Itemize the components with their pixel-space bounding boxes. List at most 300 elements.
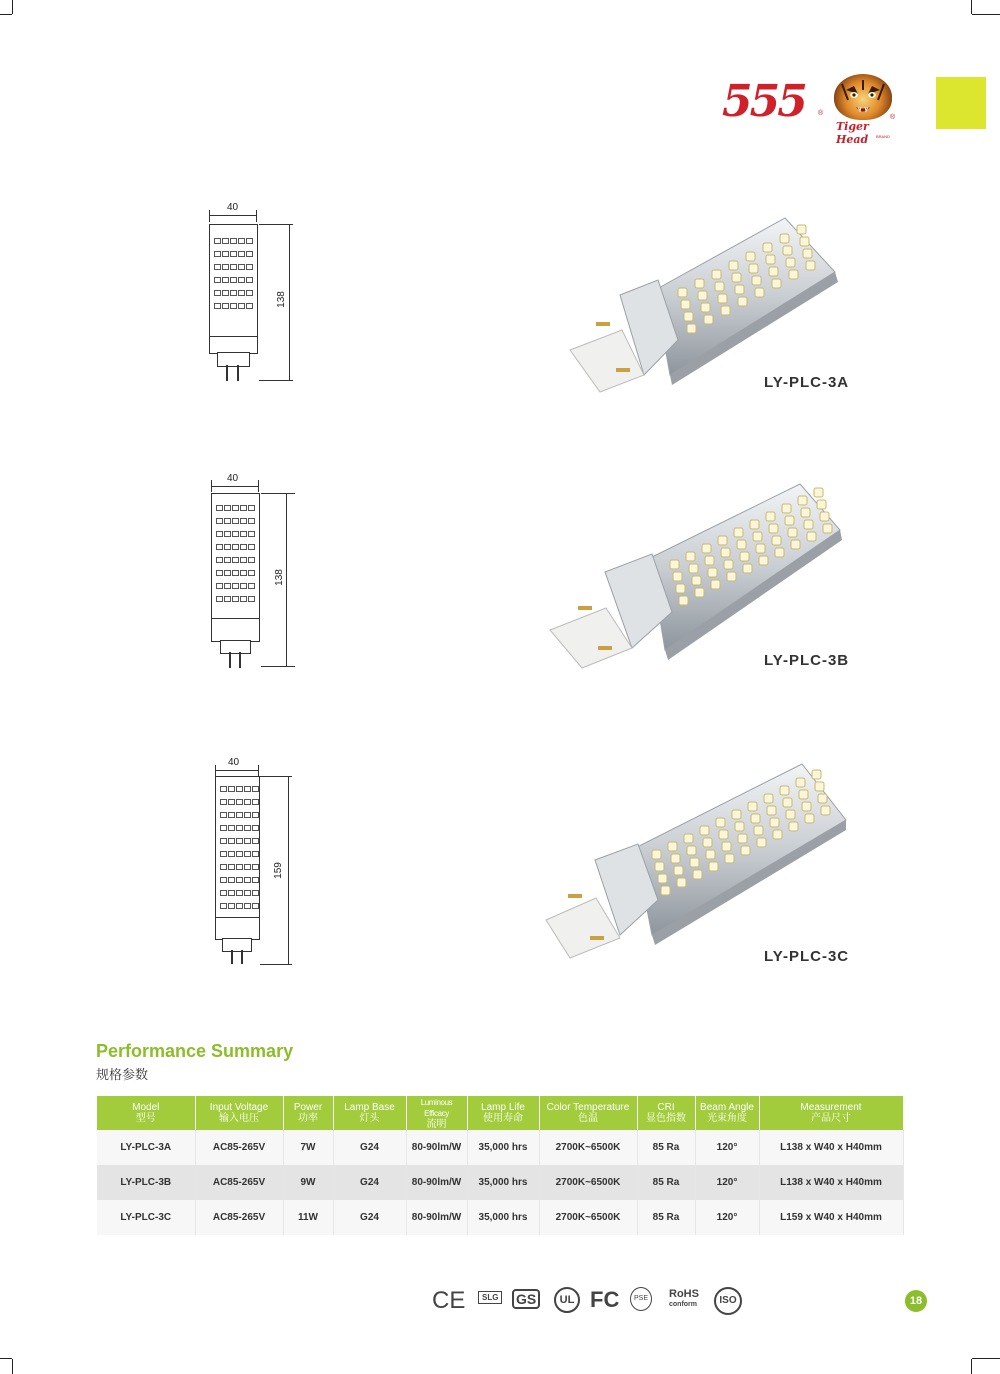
- table-cell: AC85-265V: [195, 1130, 283, 1165]
- led-cell: [216, 505, 223, 511]
- led-cell: [236, 812, 243, 818]
- column-header: Beam Angle 光束角度: [695, 1096, 759, 1130]
- led-chip: [698, 291, 707, 300]
- led-chip: [706, 850, 715, 859]
- led-chip: [689, 564, 698, 573]
- led-chip: [704, 315, 713, 324]
- led-chip: [741, 846, 750, 855]
- led-chip: [678, 288, 687, 297]
- led-chip: [677, 878, 686, 887]
- table-cell: L159 x W40 x H40mm: [759, 1200, 903, 1235]
- led-chip: [670, 560, 679, 569]
- led-chip: [684, 312, 693, 321]
- led-cell: [228, 799, 235, 805]
- led-chip: [796, 778, 805, 787]
- technical-drawing: [195, 200, 305, 390]
- table-cell: LY-PLC-3B: [97, 1165, 195, 1200]
- led-cell: [240, 596, 247, 602]
- table-row: [97, 1165, 903, 1200]
- led-cell: [224, 544, 231, 550]
- gs-mark-icon: GS: [512, 1289, 540, 1309]
- led-chip: [772, 279, 781, 288]
- led-chip: [789, 822, 798, 831]
- led-chip: [701, 303, 710, 312]
- led-chip: [812, 770, 821, 779]
- section-tab: [936, 77, 986, 129]
- column-header: Input Voltage 输入电压: [195, 1096, 283, 1130]
- led-cell: [220, 903, 227, 909]
- led-chip: [700, 826, 709, 835]
- column-header: Model 型号: [97, 1096, 195, 1130]
- table-cell: AC85-265V: [195, 1200, 283, 1235]
- led-cell: [244, 825, 251, 831]
- crop-mark: [971, 0, 972, 14]
- led-cell: [214, 238, 221, 244]
- table-cell: 120°: [695, 1165, 759, 1200]
- led-chip: [695, 588, 704, 597]
- section-title: Performance Summary: [96, 1041, 294, 1061]
- led-chip: [786, 258, 795, 267]
- led-cell: [248, 544, 255, 550]
- led-cell: [224, 518, 231, 524]
- led-chip: [804, 520, 813, 529]
- table-cell: 80-90lm/W: [406, 1165, 467, 1200]
- led-cell: [228, 890, 235, 896]
- led-cell: [228, 877, 235, 883]
- table-cell: 85 Ra: [637, 1130, 695, 1165]
- crop-mark: [972, 14, 1000, 15]
- brand-logo: [722, 74, 902, 144]
- led-cell: [246, 264, 253, 270]
- width-dimension: 40: [227, 202, 239, 213]
- led-cell: [232, 518, 239, 524]
- led-cell: [224, 557, 231, 563]
- registered-mark: ®: [890, 114, 896, 121]
- width-dimension: 40: [227, 473, 239, 484]
- led-cell: [224, 531, 231, 537]
- led-chip: [759, 556, 768, 565]
- led-cell: [236, 825, 243, 831]
- crop-mark: [12, 1359, 13, 1374]
- led-chip: [818, 794, 827, 803]
- registered-mark: ®: [818, 110, 824, 117]
- led-cell: [246, 251, 253, 257]
- table-cell: 85 Ra: [637, 1165, 695, 1200]
- led-cell: [248, 557, 255, 563]
- column-header: Luminous Efficacy 流明: [406, 1096, 467, 1130]
- led-chip: [817, 500, 826, 509]
- led-chip: [769, 524, 778, 533]
- led-chip: [692, 576, 701, 585]
- led-chip: [751, 814, 760, 823]
- led-cell: [248, 531, 255, 537]
- crop-mark: [12, 0, 13, 14]
- table-cell: G24: [333, 1200, 406, 1235]
- table-cell: G24: [333, 1130, 406, 1165]
- led-chip: [815, 782, 824, 791]
- led-cell: [252, 799, 259, 805]
- brand-name: Tiger Head: [836, 120, 869, 146]
- led-cell: [228, 825, 235, 831]
- height-dimension: 138: [275, 291, 287, 308]
- led-chip: [684, 834, 693, 843]
- model-caption: LY-PLC-3B: [764, 652, 850, 669]
- led-chip: [755, 288, 764, 297]
- led-chip: [801, 508, 810, 517]
- led-cell: [216, 518, 223, 524]
- led-cell: [230, 277, 237, 283]
- led-chip: [805, 814, 814, 823]
- led-cell: [236, 786, 243, 792]
- column-header: Lamp Life 使用寿命: [467, 1096, 539, 1130]
- width-dimension: 40: [228, 757, 240, 768]
- led-cell: [222, 303, 229, 309]
- led-cell: [240, 583, 247, 589]
- led-chip: [766, 512, 775, 521]
- led-cell: [236, 890, 243, 896]
- led-cell: [244, 890, 251, 896]
- led-chip: [655, 862, 664, 871]
- table-row: [97, 1200, 903, 1235]
- rohs-conform-label: conform: [669, 1301, 697, 1308]
- table-cell: 2700K~6500K: [539, 1165, 637, 1200]
- led-chip: [718, 536, 727, 545]
- lamp-photo: [540, 760, 850, 970]
- led-chip: [807, 532, 816, 541]
- led-chip: [690, 858, 699, 867]
- table-cell: LY-PLC-3A: [97, 1130, 195, 1165]
- led-chip: [820, 512, 829, 521]
- led-cell: [230, 290, 237, 296]
- led-cell: [246, 277, 253, 283]
- led-cell: [216, 596, 223, 602]
- section-subtitle: 规格参数: [96, 1067, 149, 1082]
- led-chip: [734, 528, 743, 537]
- led-cell: [220, 786, 227, 792]
- model-caption: LY-PLC-3A: [764, 374, 850, 391]
- led-chip: [800, 237, 809, 246]
- led-cell: [238, 290, 245, 296]
- led-cell: [216, 557, 223, 563]
- crop-mark: [972, 1358, 1000, 1359]
- led-chip: [814, 488, 823, 497]
- led-cell: [236, 851, 243, 857]
- led-cell: [236, 838, 243, 844]
- led-cell: [248, 596, 255, 602]
- column-header: Measurement 产品尺寸: [759, 1096, 903, 1130]
- led-chip: [756, 544, 765, 553]
- led-chip: [802, 802, 811, 811]
- led-chip: [791, 540, 800, 549]
- led-chip: [772, 536, 781, 545]
- led-chip: [748, 802, 757, 811]
- led-cell: [224, 505, 231, 511]
- table-cell: 120°: [695, 1130, 759, 1165]
- table-cell: L138 x W40 x H40mm: [759, 1130, 903, 1165]
- led-chip: [789, 270, 798, 279]
- led-cell: [246, 290, 253, 296]
- led-chip: [806, 261, 815, 270]
- led-cell: [222, 290, 229, 296]
- led-cell: [240, 557, 247, 563]
- led-cell: [236, 864, 243, 870]
- table-cell: 7W: [283, 1130, 333, 1165]
- led-cell: [252, 838, 259, 844]
- led-chip: [735, 285, 744, 294]
- crop-mark: [0, 1358, 12, 1359]
- led-chip: [750, 520, 759, 529]
- led-cell: [220, 877, 227, 883]
- led-chip: [711, 580, 720, 589]
- led-cell: [220, 890, 227, 896]
- led-cell: [232, 570, 239, 576]
- crop-mark: [0, 14, 12, 15]
- led-chip: [752, 276, 761, 285]
- led-chip: [735, 822, 744, 831]
- led-cell: [238, 277, 245, 283]
- led-cell: [214, 264, 221, 270]
- led-cell: [252, 864, 259, 870]
- page-number: 18: [905, 1290, 927, 1312]
- led-chip: [770, 818, 779, 827]
- led-cell: [232, 596, 239, 602]
- rohs-mark-icon: RoHS: [669, 1288, 699, 1300]
- led-chip: [737, 540, 746, 549]
- led-chip: [722, 842, 731, 851]
- led-cell: [244, 903, 251, 909]
- led-chip: [693, 870, 702, 879]
- led-chip: [703, 838, 712, 847]
- led-cell: [232, 544, 239, 550]
- led-chip: [674, 866, 683, 875]
- led-cell: [228, 851, 235, 857]
- led-chip: [783, 246, 792, 255]
- led-chip: [727, 572, 736, 581]
- led-cell: [232, 531, 239, 537]
- led-cell: [232, 505, 239, 511]
- table-cell: 80-90lm/W: [406, 1130, 467, 1165]
- led-chip: [780, 786, 789, 795]
- table-row: [97, 1130, 903, 1165]
- led-cell: [244, 851, 251, 857]
- brand-sub: BRAND: [876, 134, 891, 139]
- led-cell: [248, 505, 255, 511]
- table-cell: AC85-265V: [195, 1165, 283, 1200]
- led-chip: [786, 810, 795, 819]
- led-cell: [220, 799, 227, 805]
- model-caption: LY-PLC-3C: [764, 948, 850, 965]
- led-chip: [687, 846, 696, 855]
- led-cell: [236, 877, 243, 883]
- led-chip: [676, 584, 685, 593]
- led-cell: [214, 251, 221, 257]
- led-chip: [712, 270, 721, 279]
- led-cell: [228, 786, 235, 792]
- led-cell: [244, 812, 251, 818]
- led-chip: [709, 862, 718, 871]
- led-cell: [216, 544, 223, 550]
- led-chip: [695, 279, 704, 288]
- table-header-row: [97, 1096, 903, 1130]
- technical-drawing: [195, 470, 305, 680]
- led-chip: [679, 596, 688, 605]
- led-cell: [252, 903, 259, 909]
- table-cell: LY-PLC-3C: [97, 1200, 195, 1235]
- led-cell: [238, 264, 245, 270]
- table-cell: 80-90lm/W: [406, 1200, 467, 1235]
- led-chip: [721, 548, 730, 557]
- led-cell: [220, 838, 227, 844]
- led-cell: [230, 264, 237, 270]
- led-chip: [821, 806, 830, 815]
- table-cell: 85 Ra: [637, 1200, 695, 1235]
- led-chip: [775, 548, 784, 557]
- led-cell: [236, 903, 243, 909]
- led-cell: [232, 583, 239, 589]
- led-chip: [780, 234, 789, 243]
- led-chip: [803, 249, 812, 258]
- lamp-photo: [540, 480, 850, 680]
- led-chip: [718, 294, 727, 303]
- led-chip: [724, 560, 733, 569]
- pse-mark-icon: PSE: [630, 1287, 652, 1311]
- column-header: Color Temperature 色温: [539, 1096, 637, 1130]
- led-chip: [729, 261, 738, 270]
- table-cell: 9W: [283, 1165, 333, 1200]
- led-chip: [798, 496, 807, 505]
- led-chip: [769, 267, 778, 276]
- led-chip: [740, 552, 749, 561]
- led-chip: [687, 324, 696, 333]
- led-chip: [732, 810, 741, 819]
- led-cell: [252, 825, 259, 831]
- led-cell: [214, 277, 221, 283]
- led-chip: [658, 874, 667, 883]
- led-chip: [661, 886, 670, 895]
- led-chip: [671, 854, 680, 863]
- led-cell: [228, 864, 235, 870]
- led-cell: [248, 518, 255, 524]
- ce-mark-icon: CE: [432, 1287, 466, 1314]
- led-cell: [238, 303, 245, 309]
- led-cell: [244, 838, 251, 844]
- led-chip: [725, 854, 734, 863]
- table-cell: 35,000 hrs: [467, 1165, 539, 1200]
- led-chip: [773, 830, 782, 839]
- led-chip: [746, 252, 755, 261]
- led-cell: [214, 290, 221, 296]
- specs-table: [97, 1096, 904, 1235]
- led-chip: [652, 850, 661, 859]
- table-cell: 120°: [695, 1200, 759, 1235]
- led-cell: [228, 838, 235, 844]
- led-chip: [686, 552, 695, 561]
- height-dimension: 138: [273, 569, 285, 586]
- led-cell: [236, 799, 243, 805]
- led-chip: [721, 306, 730, 315]
- led-chip: [783, 798, 792, 807]
- led-chip: [673, 572, 682, 581]
- led-chip: [732, 273, 741, 282]
- lamp-photo: [560, 210, 850, 400]
- led-cell: [244, 877, 251, 883]
- led-chip: [749, 264, 758, 273]
- led-chip: [708, 568, 717, 577]
- led-cell: [240, 531, 247, 537]
- led-cell: [220, 825, 227, 831]
- led-cell: [230, 251, 237, 257]
- led-cell: [220, 864, 227, 870]
- led-chip: [797, 225, 806, 234]
- led-chip: [738, 834, 747, 843]
- table-cell: G24: [333, 1165, 406, 1200]
- technical-drawing: [198, 755, 308, 970]
- led-cell: [246, 303, 253, 309]
- led-cell: [246, 238, 253, 244]
- led-cell: [224, 596, 231, 602]
- led-chip: [785, 516, 794, 525]
- table-cell: 35,000 hrs: [467, 1200, 539, 1235]
- led-cell: [228, 812, 235, 818]
- led-chip: [764, 794, 773, 803]
- led-cell: [244, 864, 251, 870]
- led-chip: [719, 830, 728, 839]
- led-chip: [766, 255, 775, 264]
- led-cell: [252, 890, 259, 896]
- iso-mark-icon: ISO: [714, 1287, 742, 1315]
- led-cell: [222, 251, 229, 257]
- led-cell: [244, 799, 251, 805]
- led-cell: [216, 583, 223, 589]
- led-chip: [782, 504, 791, 513]
- led-chip: [743, 564, 752, 573]
- table-cell: 35,000 hrs: [467, 1130, 539, 1165]
- led-chip: [763, 243, 772, 252]
- led-cell: [230, 238, 237, 244]
- led-cell: [252, 786, 259, 792]
- crop-mark: [971, 1359, 972, 1374]
- led-cell: [252, 812, 259, 818]
- column-header: Lamp Base 灯头: [333, 1096, 406, 1130]
- led-cell: [248, 583, 255, 589]
- led-chip: [799, 790, 808, 799]
- led-cell: [252, 851, 259, 857]
- height-dimension: 159: [272, 862, 284, 879]
- tiger-icon: [834, 74, 892, 120]
- led-cell: [220, 851, 227, 857]
- led-cell: [228, 903, 235, 909]
- led-cell: [238, 238, 245, 244]
- column-header: CRI 显色指数: [637, 1096, 695, 1130]
- led-cell: [244, 786, 251, 792]
- led-cell: [222, 238, 229, 244]
- led-cell: [240, 570, 247, 576]
- led-chip: [823, 524, 832, 533]
- led-chip: [753, 532, 762, 541]
- led-cell: [252, 877, 259, 883]
- led-cell: [232, 557, 239, 563]
- fc-mark-icon: FC: [590, 1287, 620, 1312]
- led-chip: [767, 806, 776, 815]
- led-cell: [230, 303, 237, 309]
- led-cell: [248, 570, 255, 576]
- led-chip: [715, 282, 724, 291]
- led-cell: [222, 277, 229, 283]
- led-cell: [240, 544, 247, 550]
- table-cell: 2700K~6500K: [539, 1130, 637, 1165]
- led-cell: [220, 812, 227, 818]
- column-header: Power 功率: [283, 1096, 333, 1130]
